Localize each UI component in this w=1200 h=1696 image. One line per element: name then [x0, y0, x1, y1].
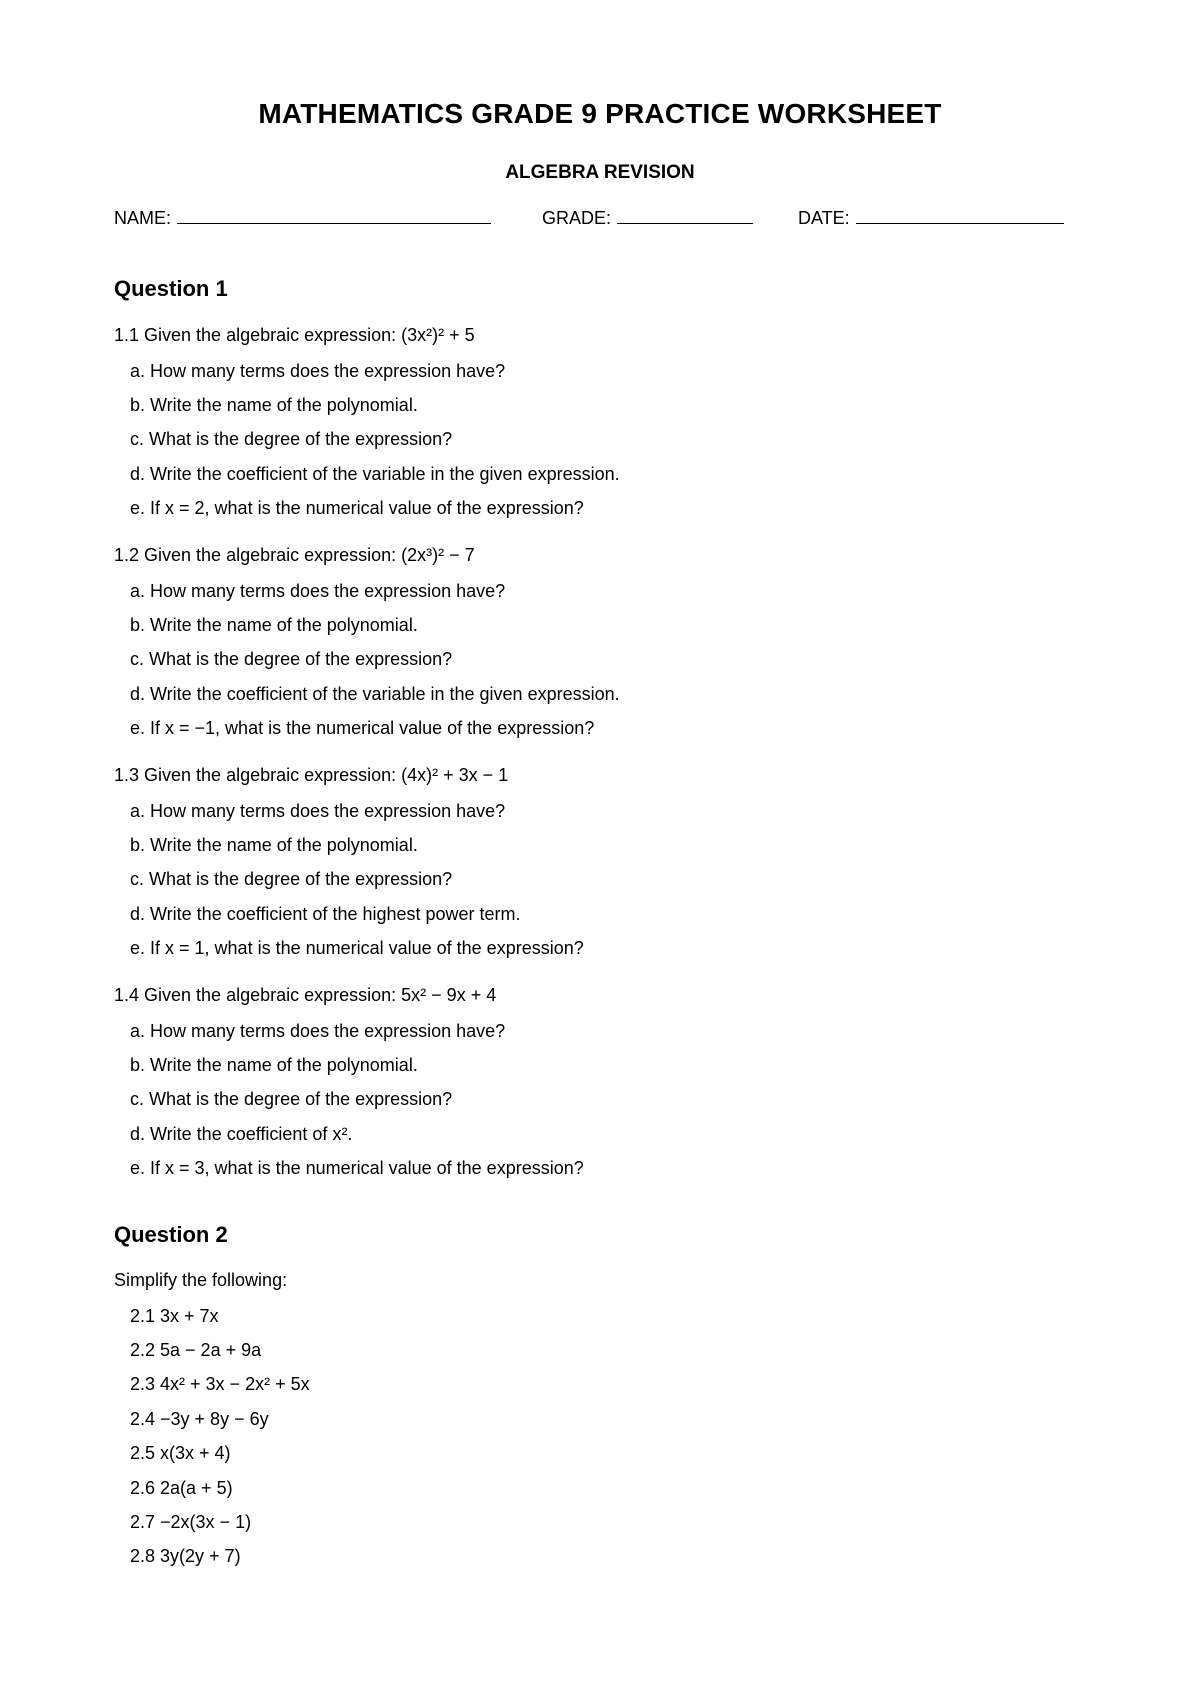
question-1-2-item-b: b. Write the name of the polynomial.: [130, 615, 418, 635]
grade-blank-line: [617, 205, 753, 224]
question-1-2-item-c: c. What is the degree of the expression?: [130, 649, 453, 669]
question-2-item-3: 2.3 4x² + 3x − 2x² + 5x: [130, 1374, 310, 1394]
question-1-3-item-e: e. If x = 1, what is the numerical value of the expression?: [130, 938, 584, 958]
question-1-3-item-a: a. How many terms does the expression have?: [130, 801, 506, 821]
question-1-1-item-c: c. What is the degree of the expression?: [130, 429, 453, 449]
date-field: [798, 205, 1064, 229]
page-title: MATHEMATICS GRADE 9 PRACTICE WORKSHEET: [258, 98, 942, 129]
question-1-3-prompt: 1.3 Given the algebraic expression: (4x)² + 3x − 1: [114, 765, 509, 785]
question-2-item-1: 2.1 3x + 7x: [130, 1306, 219, 1326]
student-info-fields: [114, 205, 1074, 231]
question-1-heading: Question 1: [114, 276, 228, 301]
question-1-1-item-a: a. How many terms does the expression have?: [130, 361, 506, 381]
name-field: [114, 205, 491, 229]
question-1-2-item-e: e. If x = −1, what is the numerical value of the expression?: [130, 718, 595, 738]
question-1-4-item-e: e. If x = 3, what is the numerical value of the expression?: [130, 1158, 584, 1178]
question-1-1-prompt: 1.1 Given the algebraic expression: (3x²)² + 5: [114, 325, 475, 345]
question-2-heading: Question 2: [114, 1222, 228, 1247]
question-2-item-5: 2.5 x(3x + 4): [130, 1443, 231, 1463]
question-1-1-item-e: e. If x = 2, what is the numerical value of the expression?: [130, 498, 584, 518]
question-1-4-item-d: d. Write the coefficient of x².: [130, 1124, 353, 1144]
name-label: NAME:: [114, 208, 172, 228]
question-1-1-item-d: d. Write the coefficient of the variable in the given expression.: [130, 464, 620, 484]
name-blank-line: [177, 205, 491, 224]
question-2-item-8: 2.8 3y(2y + 7): [130, 1546, 241, 1566]
question-1-2-item-d: d. Write the coefficient of the variable in the given expression.: [130, 684, 620, 704]
page-subtitle: ALGEBRA REVISION: [505, 162, 695, 183]
question-1-4-item-a: a. How many terms does the expression have?: [130, 1021, 506, 1041]
question-1-3-item-c: c. What is the degree of the expression?: [130, 869, 453, 889]
grade-field: [542, 205, 753, 229]
question-2-item-7: 2.7 −2x(3x − 1): [130, 1512, 252, 1532]
question-2-item-6: 2.6 2a(a + 5): [130, 1478, 233, 1498]
question-1-1-item-b: b. Write the name of the polynomial.: [130, 395, 418, 415]
question-1-2-item-a: a. How many terms does the expression have?: [130, 581, 506, 601]
question-1-2-prompt: 1.2 Given the algebraic expression: (2x³)² − 7: [114, 545, 475, 565]
question-1-3-item-b: b. Write the name of the polynomial.: [130, 835, 418, 855]
question-2-item-4: 2.4 −3y + 8y − 6y: [130, 1409, 269, 1429]
date-label: DATE:: [798, 208, 850, 228]
question-1-4-item-b: b. Write the name of the polynomial.: [130, 1055, 418, 1075]
question-2-item-2: 2.2 5a − 2a + 9a: [130, 1340, 262, 1360]
question-1-3-item-d: d. Write the coefficient of the highest power term.: [130, 904, 521, 924]
question-2-instruction: Simplify the following:: [114, 1270, 288, 1290]
question-1-4-prompt: 1.4 Given the algebraic expression: 5x² − 9x + 4: [114, 985, 497, 1005]
question-1-4-item-c: c. What is the degree of the expression?: [130, 1089, 453, 1109]
grade-label: GRADE:: [542, 208, 612, 228]
date-blank-line: [856, 205, 1064, 224]
